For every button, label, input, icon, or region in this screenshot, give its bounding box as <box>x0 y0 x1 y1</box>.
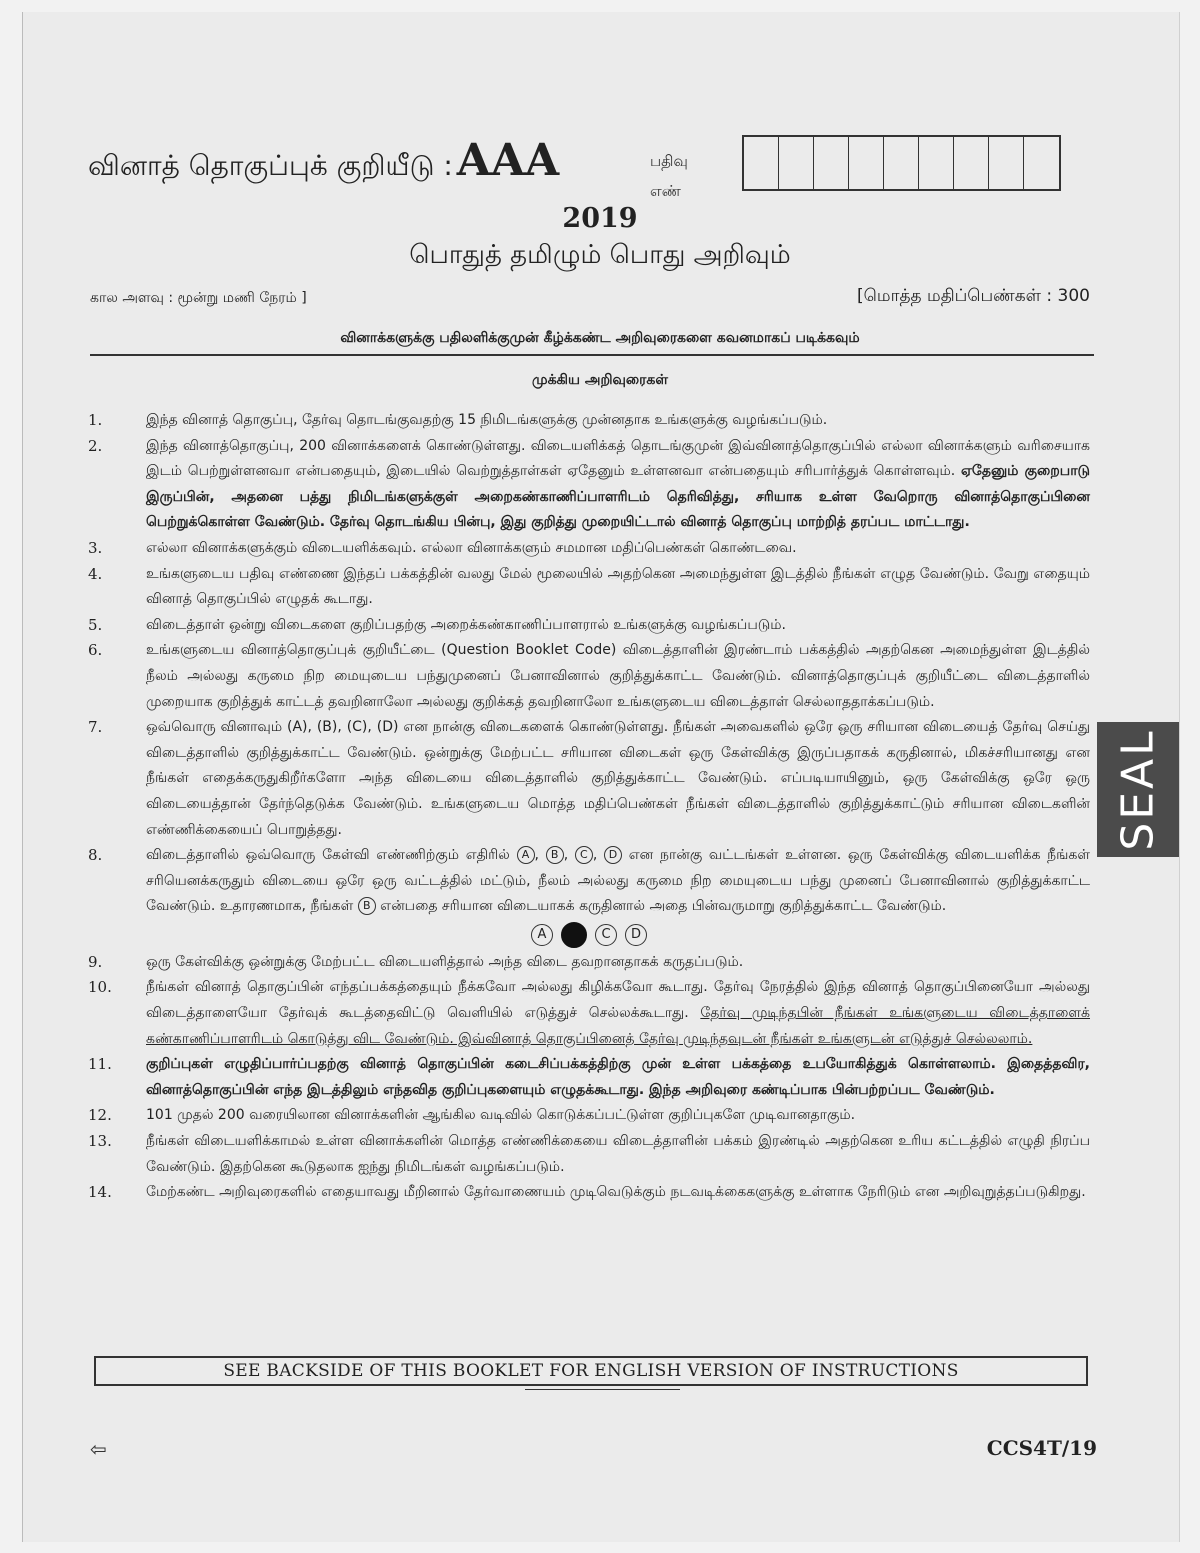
instruction-item <box>88 1103 1090 1129</box>
instruction-number: 9. <box>88 952 103 971</box>
instruction-text-plain: இந்த வினாத்தொகுப்பு, 200 வினாக்களைக் கொண்டுள்ளது. விடையளிக்கத் தொடங்குமுன் இவ்வினாத்தொகுப்பில் எல்லா வினாக்களும் வரிசையாக இடம் பெற்றுள்ளனவா என்பதையும், இடையில் வெற்றுத்தாள்கள் ஏதேனும் உள்ளனவா என்பதையும் சரிபார்த்துக் கொள்ளவும். <box>146 437 1090 480</box>
instruction-item <box>88 613 1090 639</box>
instruction-text-plain: என நான்கு வட்டங்கள் உள்ளன. ஒரு கேள்விக்கு விடையளிக்க நீங்கள் சரியெனக்கருதும் விடையை ஒரே ஒரு வட்டத்தில் மட்டும், நீலம் அல்லது கருமை நிற மையுடைய பந்து முனைப் பேனாவினால் குறித்துக்காட்ட வேண்டும். உதாரணமாக, நீங்கள் <box>146 847 1091 915</box>
reg-box[interactable] <box>779 137 814 189</box>
instruction-number: 10. <box>88 978 112 997</box>
booklet-code <box>88 135 559 186</box>
instruction-number: 13. <box>88 1132 112 1151</box>
reg-box[interactable] <box>954 137 989 189</box>
instruction-number: 4. <box>88 564 103 583</box>
instruction-number: 7. <box>88 718 103 737</box>
instruction-text: ஒவ்வொரு வினாவும் (A), (B), (C), (D) என நான்கு விடைகளைக் கொண்டுள்ளது. நீங்கள் அவைகளில் ஒரே ஒரு சரியான விடையைத் தேர்வு செய்து விடைத்தாளில் குறித்துக்காட்ட வேண்டும். ஒன்றுக்கு மேற்பட்ட சரியான விடைகள் ஒரு கேள்விக்கு இருப்பதாகக் கருதினால், மிகச்சரியானது என நீங்கள் எதைக்கருதுகிறீர்களோ அந்த விடையை விடைத்தாளில் குறித்துக்காட்ட வேண்டும். எப்படியாயினும், ஒரு கேள்விக்கு ஒரே ஒரு விடையைத்தான் தேர்ந்தெடுக்க வேண்டும். உங்களுடைய மொத்த மதிப்பெண்கள் நீங்கள் விடைத்தாளில் குறித்துக்காட்டும் சரியான விடைகளின் எண்ணிக்கையைப் பொறுத்தது. <box>146 719 1090 838</box>
reg-box[interactable] <box>919 137 954 189</box>
option-circle-b: B <box>546 846 564 864</box>
reg-box[interactable] <box>1024 137 1059 189</box>
instruction-text: ஒரு கேள்விக்கு ஒன்றுக்கு மேற்பட்ட விடையளித்தால் அந்த விடை தவறானதாகக் கருதப்படும். <box>146 953 744 970</box>
instruction-text-plain: விடைத்தாளில் ஒவ்வொரு கேள்வி எண்ணிற்கும் எதிரில் <box>146 847 510 864</box>
reg-box[interactable] <box>884 137 919 189</box>
total-marks: [மொத்த மதிப்பெண்கள் : 300 <box>857 286 1090 306</box>
divider <box>525 1389 680 1390</box>
read-instructions-note: வினாக்களுக்கு பதிலளிக்குமுன் கீழ்க்கண்ட அறிவுரைகளை கவனமாகப் படிக்கவும் <box>340 330 860 346</box>
reg-box[interactable] <box>814 137 849 189</box>
instruction-text-underlined: தேர்வு முடிந்தபின் நீங்கள் உங்களுடைய விடைத்தாளைக் கண்காணிப்பாளரிடம் கொடுத்து விட வேண்டும். இவ்வினாத் தொகுப்பினைத் தேர்வு முடிந்தவுடன் நீங்கள் உங்களுடன் எடுத்துச் செல்லலாம். <box>146 1005 1090 1047</box>
instruction-text: 101 முதல் 200 வரையிலான வினாக்களின் ஆங்கில வடிவில் கொடுக்கப்பட்டுள்ள குறிப்புகளே முடிவானதாகும். <box>146 1107 856 1124</box>
instruction-item <box>88 408 1090 434</box>
sample-circle-a: A <box>531 924 553 946</box>
reg-box[interactable] <box>849 137 884 189</box>
backside-note: SEE BACKSIDE OF THIS BOOKLET FOR ENGLISH VERSION OF INSTRUCTIONS <box>94 1356 1088 1386</box>
instruction-item <box>88 975 1090 1052</box>
instruction-text: குறிப்புகள் எழுதிப்பார்ப்பதற்கு வினாத் தொகுப்பின் கடைசிப்பக்கத்திற்கு முன் உள்ள பக்கத்தை உபயோகித்துக் கொள்ளலாம். இதைத்தவிர, வினாத்தொகுப்பின் எந்த இடத்திலும் எந்தவித குறிப்புகளையும் எழுதக்கூடாது. இந்த அறிவுரை கண்டிப்பாக பின்பற்றப்பட வேண்டும். <box>146 1056 1090 1098</box>
example-circle-b: B <box>358 897 376 915</box>
instruction-text: உங்களுடைய பதிவு எண்ணை இந்தப் பக்கத்தின் வலது மேல் மூலையில் அதற்கென அமைந்துள்ள இடத்தில் நீங்கள் எழுத வேண்டும். வேறு எதையும் வினாத் தொகுப்பில் எழுதக் கூடாது. <box>146 565 1090 608</box>
instruction-text-plain: நீங்கள் வினாத் தொகுப்பின் எந்தப்பக்கத்தையும் நீக்கவோ அல்லது கிழிக்கவோ கூடாது. தேர்வு நேரத்தில் இந்த வினாத் தொகுப்பினையோ அல்லது விடைத்தாளையோ தேர்வுக் கூடத்தைவிட்டு வெளியில் எடுத்துச் செல்லக்கூடாது. <box>146 979 1090 1022</box>
registration-label: பதிவு எண் <box>650 152 688 200</box>
instruction-number: 14. <box>88 1183 112 1202</box>
instruction-item <box>88 562 1090 613</box>
option-circle-a: A <box>517 846 535 864</box>
instruction-number: 8. <box>88 846 103 865</box>
instruction-text: எல்லா வினாக்களுக்கும் விடையளிக்கவும். எல்லா வினாக்களும் சமமான மதிப்பெண்கள் கொண்டவை. <box>146 539 797 556</box>
reg-box[interactable] <box>989 137 1024 189</box>
instruction-text: இந்த வினாத் தொகுப்பு, தேர்வு தொடங்குவதற்கு 15 நிமிடங்களுக்கு முன்னதாக உங்களுக்கு வழங்கப்படும். <box>146 412 828 428</box>
sample-circle-c: C <box>595 924 617 946</box>
exam-year: 2019 <box>562 203 638 234</box>
seal-tab <box>1097 722 1179 857</box>
arrow-left-icon: ⇦ <box>90 1437 107 1461</box>
instructions-heading: முக்கிய அறிவுரைகள் <box>532 372 668 388</box>
booklet-code-value: AAA <box>456 135 560 186</box>
registration-number-boxes <box>742 135 1061 191</box>
instruction-number: 12. <box>88 1106 112 1125</box>
instruction-number: 3. <box>88 538 103 557</box>
instruction-text: நீங்கள் விடையளிக்காமல் உள்ள வினாக்களின் மொத்த எண்ணிக்கையை விடைத்தாளின் பக்கம் இரண்டில் அதற்கென உரிய கட்டத்தில் எழுதி நிரப்ப வேண்டும். இதற்கென கூடுதலாக ஐந்து நிமிடங்கள் வழங்கப்படும். <box>146 1133 1090 1175</box>
instruction-item <box>88 536 1090 562</box>
instruction-number: 6. <box>88 641 103 660</box>
instruction-text <box>146 975 1090 1052</box>
sample-marking <box>88 920 1090 950</box>
duration: கால அளவு : மூன்று மணி நேரம் ] <box>90 290 307 306</box>
instruction-item <box>88 1180 1090 1206</box>
instruction-text-bold: ஏதேனும் குறைபாடு இருப்பின், அதனை பத்து நிமிடங்களுக்குள் அறைகண்காணிப்பாளரிடம் தெரிவித்து, சரியாக உள்ள வேறொரு வினாத்தொகுப்பினை பெற்றுக்கொள்ள வேண்டும். தேர்வு தொடங்கிய பின்பு, இது குறித்து முறையிட்டால் வினாத் தொகுப்பு மாற்றித் தரப்பட மாட்டாது. <box>146 463 1090 531</box>
instruction-text: உங்களுடைய வினாத்தொகுப்புக் குறியீட்டை (Question Booklet Code) விடைத்தாளின் இரண்டாம் பக்கத்தில் அதற்கென அமைந்துள்ள இடத்தில் நீலம் அல்லது கருமை நிற மையுடைய பந்துமுனைப் பேனாவினால் குறித்துக்காட்ட வேண்டும். வினாத்தொகுப்புக் குறியீட்டை விடைத்தாளில் முறையாக குறித்துக் காட்டத் தவறினாலோ அல்லது குறிக்கத் தவறினாலோ உங்களுடைய விடைத்தாள் செல்லாததாக்கப்படும். <box>146 642 1090 710</box>
seal-label: SEAL <box>1112 728 1164 851</box>
sample-circle-filled <box>561 922 587 948</box>
instruction-item <box>88 715 1090 843</box>
instruction-text: மேற்கண்ட அறிவுரைகளில் எதையாவது மீறினால் தேர்வாணையம் முடிவெடுக்கும் நடவடிக்கைகளுக்கு உள்ளாக நேரிடும் என அறிவுறுத்தப்படுகிறது. <box>146 1184 1086 1201</box>
booklet-code-label: வினாத் தொகுப்புக் குறியீடு : <box>88 149 453 182</box>
instruction-item <box>88 1052 1090 1103</box>
option-circle-c: C <box>575 846 593 864</box>
instruction-number: 11. <box>88 1055 112 1074</box>
instruction-number: 1. <box>88 411 103 429</box>
instruction-item <box>88 1129 1090 1180</box>
instruction-item <box>88 434 1090 536</box>
instruction-text <box>146 434 1090 536</box>
instruction-number: 2. <box>88 436 103 455</box>
sample-circle-d: D <box>625 924 647 946</box>
divider <box>90 354 1094 356</box>
instruction-item <box>88 843 1090 920</box>
instruction-item <box>88 638 1090 715</box>
instruction-text: விடைத்தாளில் ஒவ்வொரு கேள்வி எண்ணிற்கும் எதிரில் A , B , C , D என நான்கு வட்டங்கள் உள்ளன. ஒரு கேள்விக்கு விடையளிக்க நீங்கள் சரியெனக்கருதும் விடையை ஒரே ஒரு வட்டத்தில் மட்டும், நீலம் அல்லது கருமை நிற மையுடைய பந்து முனைப் பேனாவினால் குறித்துக்காட்ட வேண்டும். உதாரணமாக, நீங்கள் B என்பதை சரியான விடையாகக் கருதினால் அதை பின்வருமாறு குறித்துக்காட்ட வேண்டும். <box>146 847 1091 915</box>
instruction-item <box>88 950 1090 976</box>
option-circle-d: D <box>604 846 622 864</box>
instructions-list <box>88 408 1090 1206</box>
instruction-text: விடைத்தாள் ஒன்று விடைகளை குறிப்பதற்கு அறைக்கண்காணிப்பாளரால் உங்களுக்கு வழங்கப்படும். <box>146 616 786 633</box>
booklet-footer-code: CCS4T/19 <box>986 1436 1097 1460</box>
subject-title: பொதுத் தமிழும் பொது அறிவும் <box>409 240 791 270</box>
reg-box[interactable] <box>744 137 779 189</box>
instruction-text-plain: என்பதை சரியான விடையாகக் கருதினால் அதை பின்வருமாறு குறித்துக்காட்ட வேண்டும். <box>380 898 947 915</box>
instruction-number: 5. <box>88 615 103 634</box>
